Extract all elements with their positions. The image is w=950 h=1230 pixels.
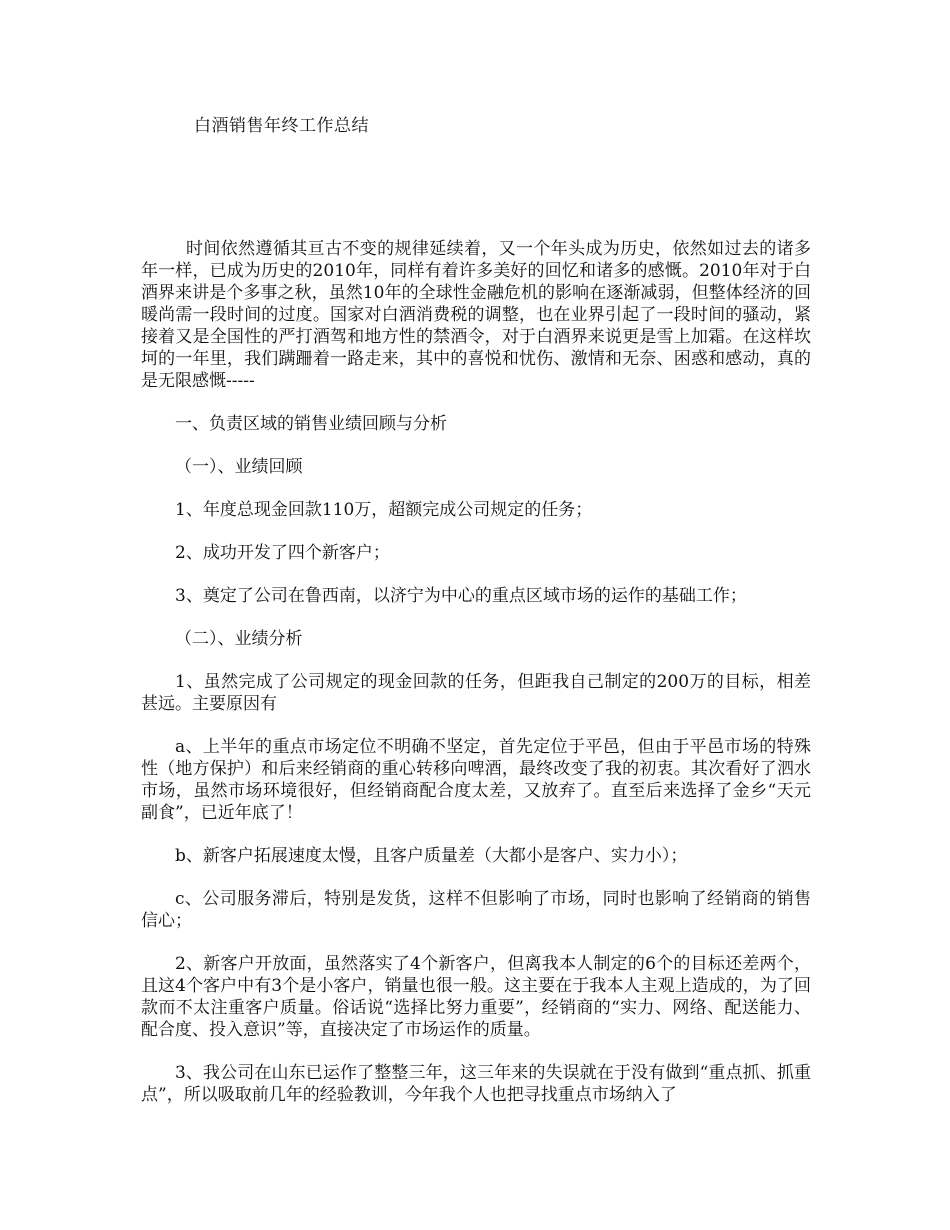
review-item: 3、奠定了公司在鲁西南，以济宁为中心的重点区域市场的运作的基础工作； [175,586,747,606]
analysis-paragraph: a、上半年的重点市场定位不明确不坚定，首先定位于平邑，但由于平邑市场的特殊性（地方保护）和后来经销商的重心转移向啤酒，最终改变了我的初衷。其次看好了泗水市场，虽然市场环境很好，但经销商配合度太差，又放弃了。直至后来选择了金乡“天元副食”，已近年底了！ [141,737,811,823]
subsection-heading-analysis: （二）、业绩分析 [175,629,303,649]
review-item: 1、年度总现金回款110万，超额完成公司规定的任务； [175,500,593,520]
document-title: 白酒销售年终工作总结 [194,116,369,136]
analysis-paragraph: 1、虽然完成了公司规定的现金回款的任务，但距我自己制定的200万的目标，相差甚远。主要原因有 [141,672,811,714]
review-item: 2、成功开发了四个新客户； [175,543,390,563]
analysis-paragraph: 2、新客户开放面，虽然落实了4个新客户，但离我本人制定的6个的目标还差两个，且这4个客户中有3个是小客户，销量也很一般。这主要在于我本人主观上造成的，为了回款而不太注重客户质量。俗话说“选择比努力重要”，经销商的“实力、网络、配送能力、配合度、投入意识”等，直接决定了市场运作的质量。 [141,954,811,1040]
intro-paragraph: 时间依然遵循其亘古不变的规律延续着，又一个年头成为历史，依然如过去的诸多年一样，已成为历史的2010年，同样有着许多美好的回忆和诸多的感慨。2010年对于白酒界来讲是个多事之秋，虽然10年的全球性金融危机的影响在逐渐减弱，但整体经济的回暖尚需一段时间的过度。国家对白酒消费税的调整，也在业界引起了一段时间的骚动，紧接着又是全国性的严打酒驾和地方性的禁酒令，对于白酒界来说更是雪上加霜。在这样坎坷的一年里，我们蹒跚着一路走来，其中的喜悦和忧伤、激情和无奈、困惑和感动，真的是无限感慨----- [141,239,811,391]
analysis-paragraph: c、公司服务滞后，特别是发货，这样不但影响了市场，同时也影响了经销商的销售信心； [141,889,811,931]
document-body [141,238,811,1127]
subsection-heading-review: （一）、业绩回顾 [175,457,303,477]
analysis-paragraph: 3、我公司在山东已运作了整整三年，这三年来的失误就在于没有做到“重点抓、抓重点”，所以吸取前几年的经验教训，今年我个人也把寻找重点市场纳入了 [141,1063,811,1105]
section-heading-performance: 一、负责区域的销售业绩回顾与分析 [175,414,447,434]
analysis-paragraph: b、新客户拓展速度太慢，且客户质量差（大都小是客户、实力小）； [175,846,688,866]
